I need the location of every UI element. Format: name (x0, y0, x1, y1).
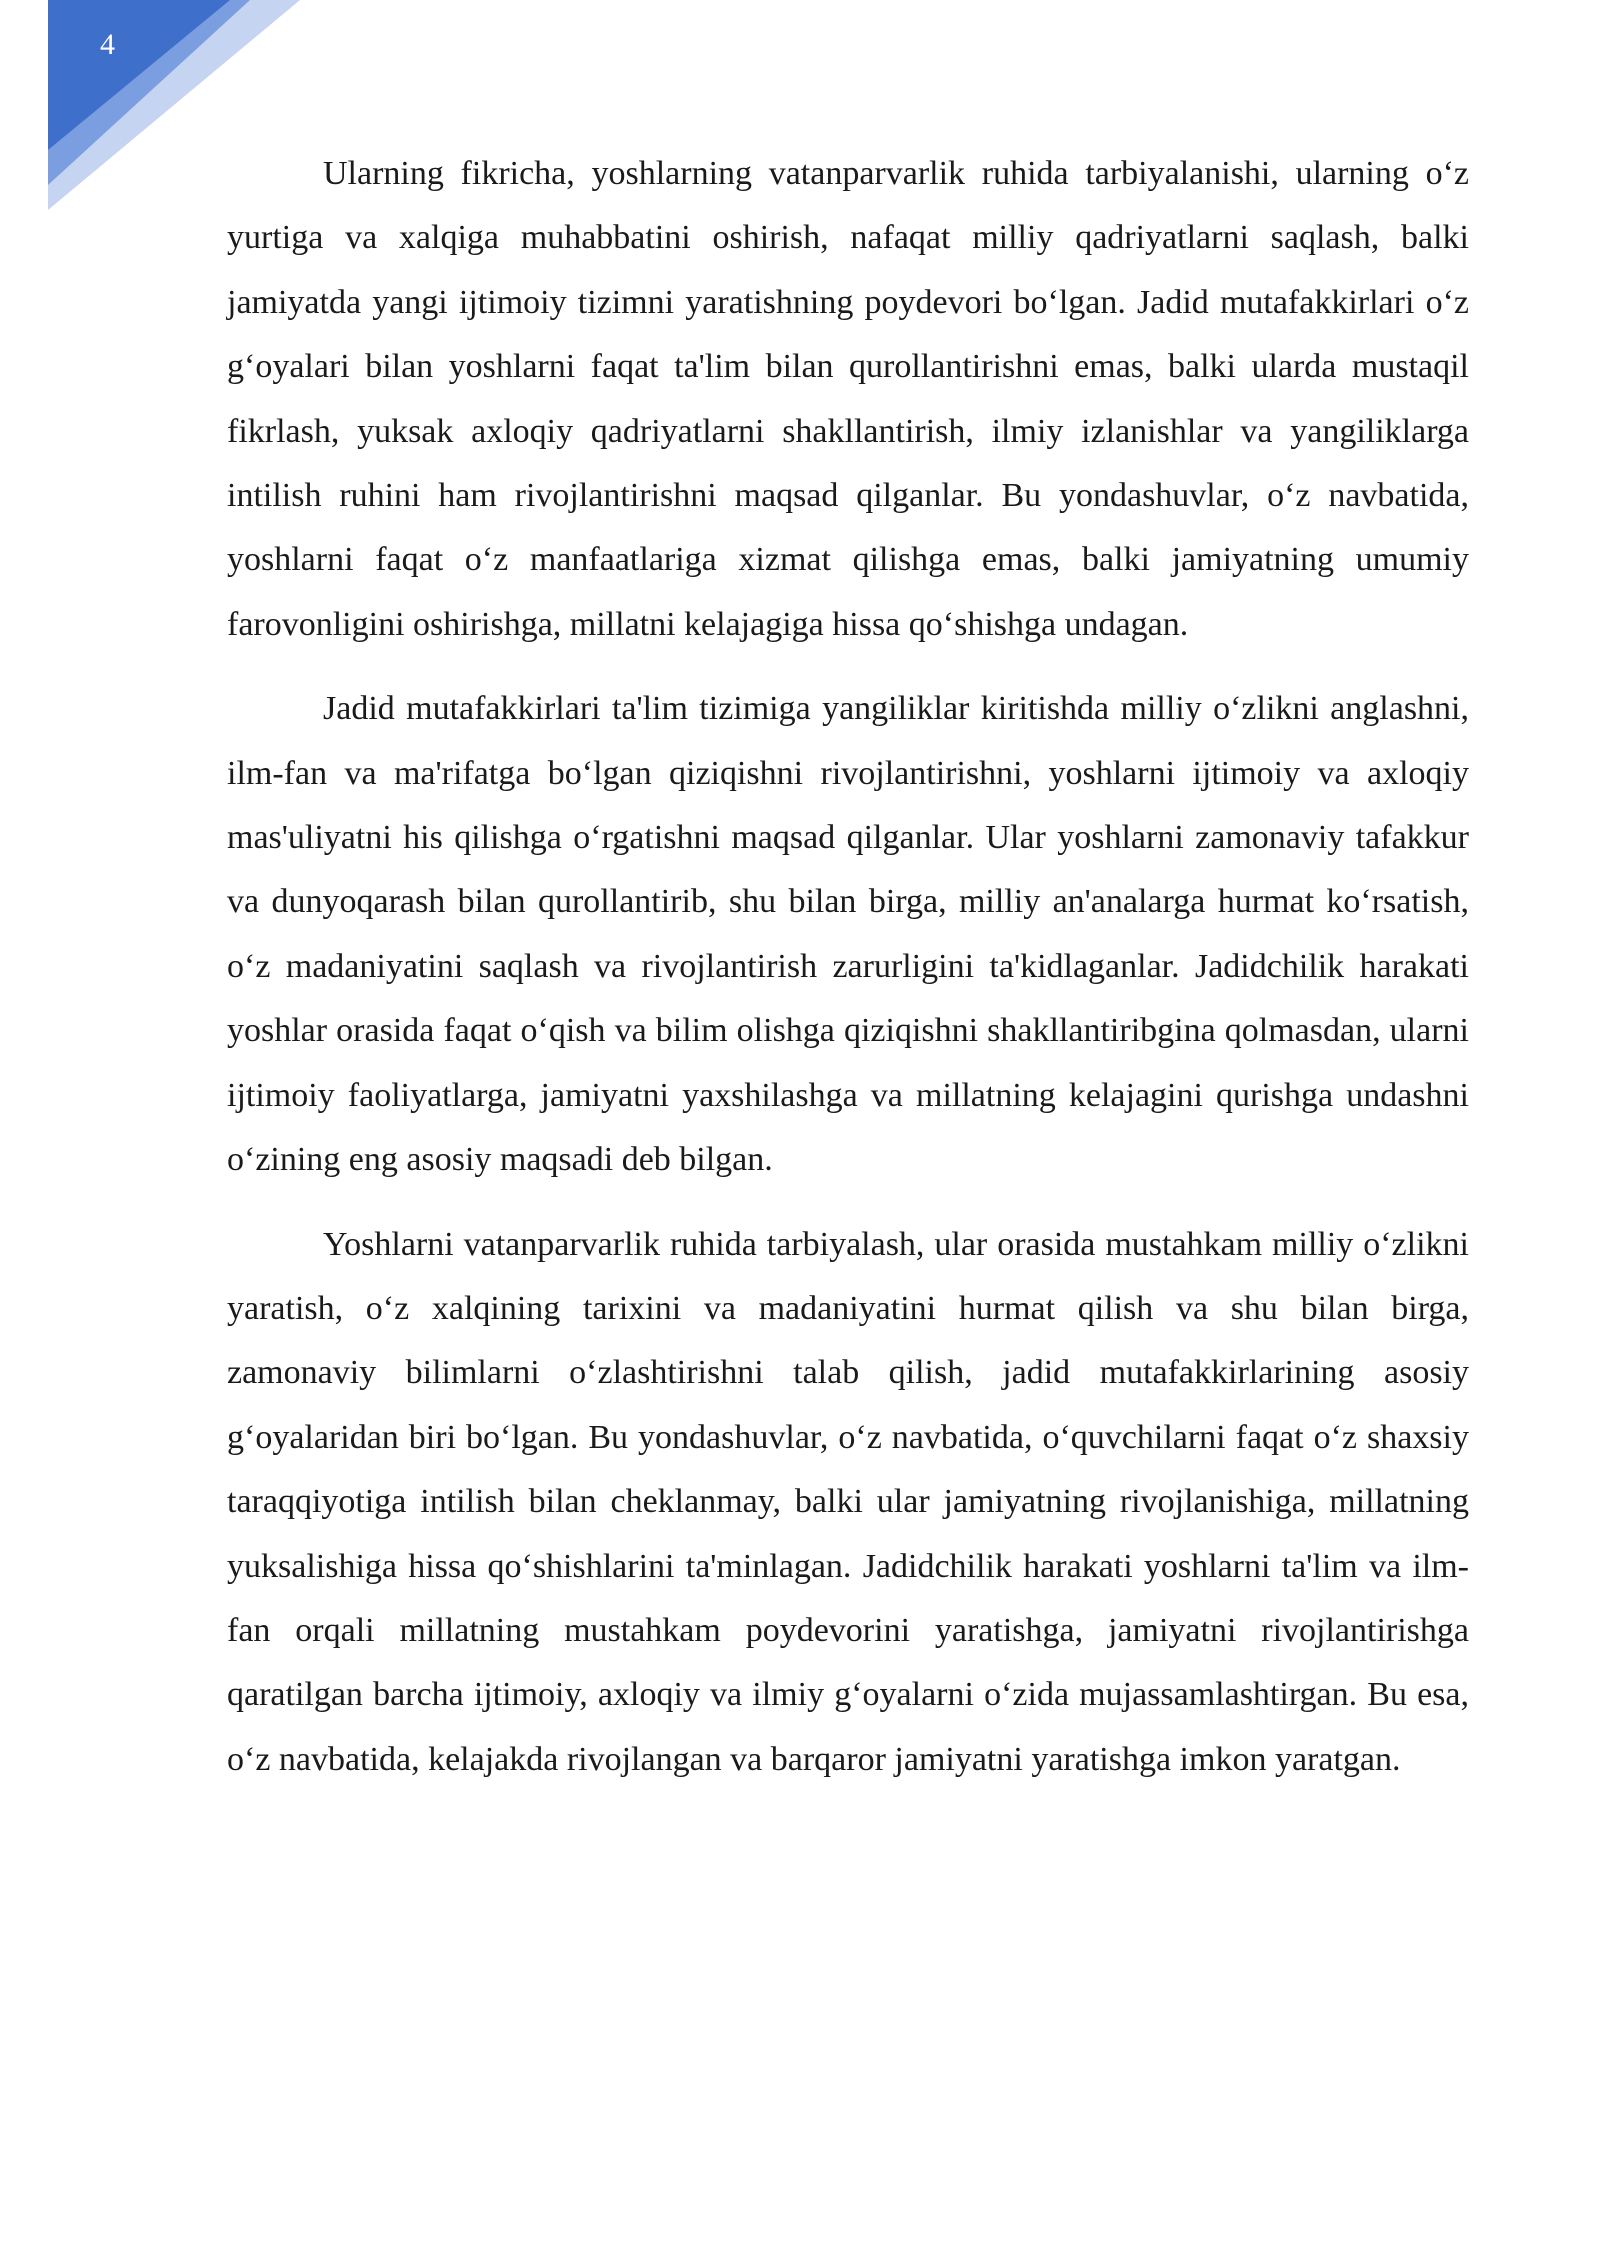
body-text (227, 142, 1469, 1812)
page-number: 4 (100, 28, 115, 61)
paragraph: Yoshlarni vatanparvarlik ruhida tarbiyalash, ular orasida mustahkam milliy o‘zlikni yaratish, o‘z xalqining tarixini va madaniyatini hurmat qilish va shu bilan birga, zamonaviy bilimlarni o‘zlashtirishni talab qilish, jadid mutafakkirlarining asosiy g‘oyalaridan biri bo‘lgan. Bu yondashuvlar, o‘z navbatida, o‘quvchilarni faqat o‘z shaxsiy taraqqiyotiga intilish bilan cheklanmay, balki ular jamiyatning rivojlanishiga, millatning yuksalishiga hissa qo‘shishlarini ta'minlagan. Jadidchilik harakati yoshlarni ta'lim va ilm-fan orqali millatning mustahkam poydevorini yaratishga, jamiyatni rivojlantirishga qaratilgan barcha ijtimoiy, axloqiy va ilmiy g‘oyalarni o‘zida mujassamlashtirgan. Bu esa, o‘z navbatida, kelajakda rivojlangan va barqaror jamiyatni yaratishga imkon yaratgan. (227, 1225, 1469, 1778)
paragraph: Ularning fikricha, yoshlarning vatanparvarlik ruhida tarbiyalanishi, ularning o‘z yurtiga va xalqiga muhabbatini oshirish, nafaqat milliy qadriyatlarni saqlash, balki jamiyatda yangi ijtimoiy tizimni yaratishning poydevori bo‘lgan. Jadid mutafakkirlari o‘z g‘oyalari bilan yoshlarni faqat ta'lim bilan qurollantirishni emas, balki ularda mustaqil fikrlash, yuksak axloqiy qadriyatlarni shakllantirish, ilmiy izlanishlar va yangiliklarga intilish ruhini ham rivojlantirishni maqsad qilganlar. Bu yondashuvlar, o‘z navbatida, yoshlarni faqat o‘z manfaatlariga xizmat qilishga emas, balki jamiyatning umumiy farovonligini oshirishga, millatni kelajagiga hissa qo‘shishga undagan. (227, 155, 1469, 643)
paragraph: Jadid mutafakkirlari ta'lim tizimiga yangiliklar kiritishda milliy o‘zlikni anglashni, ilm-fan va ma'rifatga bo‘lgan qiziqishni rivojlantirishni, yoshlarni ijtimoiy va axloqiy mas'uliyatni his qilishga o‘rgatishni maqsad qilganlar. Ular yoshlarni zamonaviy tafakkur va dunyoqarash bilan qurollantirib, shu bilan birga, milliy an'analarga hurmat ko‘rsatish, o‘z madaniyatini saqlash va rivojlantirish zarurligini ta'kidlaganlar. Jadidchilik harakati yoshlar orasida faqat o‘qish va bilim olishga qiziqishni shakllantiribgina qolmasdan, ularni ijtimoiy faoliyatlarga, jamiyatni yaxshilashga va millatning kelajagini qurishga undashni o‘zining eng asosiy maqsadi deb bilgan. (227, 690, 1469, 1179)
